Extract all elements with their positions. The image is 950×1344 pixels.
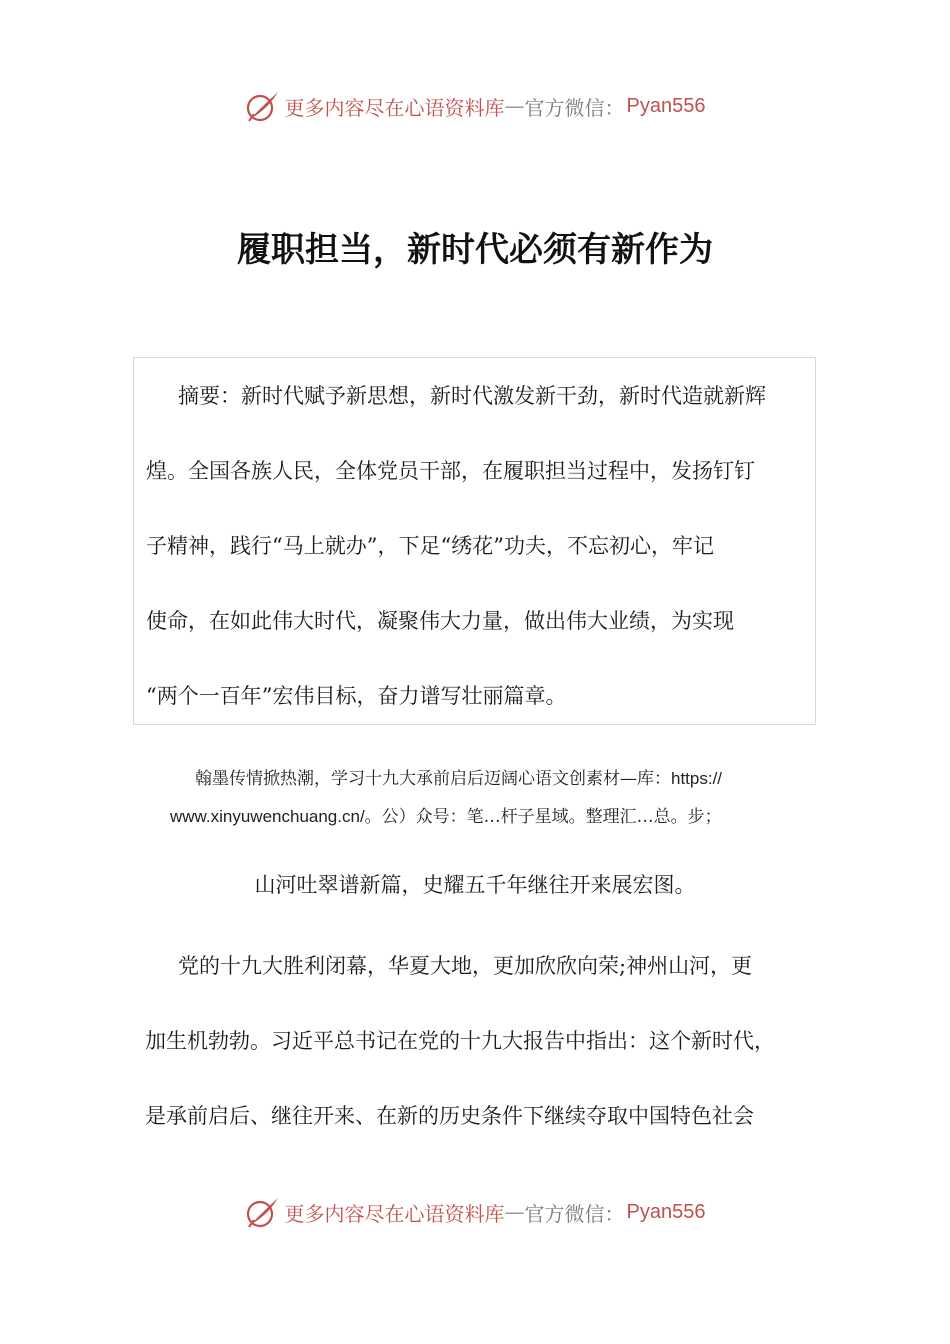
quill-logo-icon (245, 1194, 281, 1230)
abstract-box (133, 357, 816, 725)
ad-line-1 (195, 764, 722, 789)
abstract-line: 子精神，践行“马上就办”，下足“绣花”功夫，不忘初心，牢记 (146, 534, 714, 558)
document-title: 履职担当，新时代必须有新作为 (237, 230, 713, 270)
banner-separator: — (504, 1200, 525, 1224)
banner-site-text: 更多内容尽在心语资料库 (284, 1201, 505, 1226)
abstract-line: 使命，在如此伟大时代，凝聚伟大力量，做出伟大业绩，为实现 (146, 609, 734, 633)
ad-line-2-url[interactable]: www.xinyuwenchuang.cn/ (170, 807, 365, 826)
banner-wechat-id: Pyan556 (626, 1200, 706, 1223)
abstract-line: 摘要：新时代赋予新思想，新时代激发新干劲，新时代造就新辉 (178, 384, 766, 408)
subheading: 山河吐翠谱新篇，史耀五千年继往开来展宏图。 (254, 873, 696, 897)
banner-separator: — (504, 94, 525, 118)
banner-wechat-label: 官方微信： (524, 1201, 625, 1226)
abstract-line: 煌。全国各族人民，全体党员干部，在履职担当过程中，发扬钉钉 (146, 459, 755, 483)
ad-line-2-text: 。公）众号：笔…杆子星域。整理汇…总。步； (364, 807, 722, 827)
ad-line-2 (170, 802, 722, 827)
body-line: 是承前启后、继往开来、在新的历史条件下继续夺取中国特色社会 (145, 1104, 754, 1128)
body-line: 党的十九大胜利闭幕，华夏大地，更加欣欣向荣;神州山河，更 (178, 954, 753, 978)
banner-wechat-id: Pyan556 (626, 94, 706, 117)
abstract-line: “两个一百年”宏伟目标，奋力谱写壮丽篇章。 (146, 684, 567, 708)
banner-site-text: 更多内容尽在心语资料库 (284, 95, 505, 120)
footer-banner (0, 1190, 950, 1234)
header-banner (0, 84, 950, 128)
quill-logo-icon (245, 88, 281, 124)
banner-wechat-label: 官方微信： (524, 95, 625, 120)
ad-line-1-text: 翰墨传情掀热潮，学习十九大承前启后迈阔心语文创素材—库： (195, 769, 671, 789)
body-line: 加生机勃勃。习近平总书记在党的十九大报告中指出：这个新时代， (145, 1029, 775, 1053)
ad-line-1-url[interactable]: https:// (671, 769, 723, 788)
